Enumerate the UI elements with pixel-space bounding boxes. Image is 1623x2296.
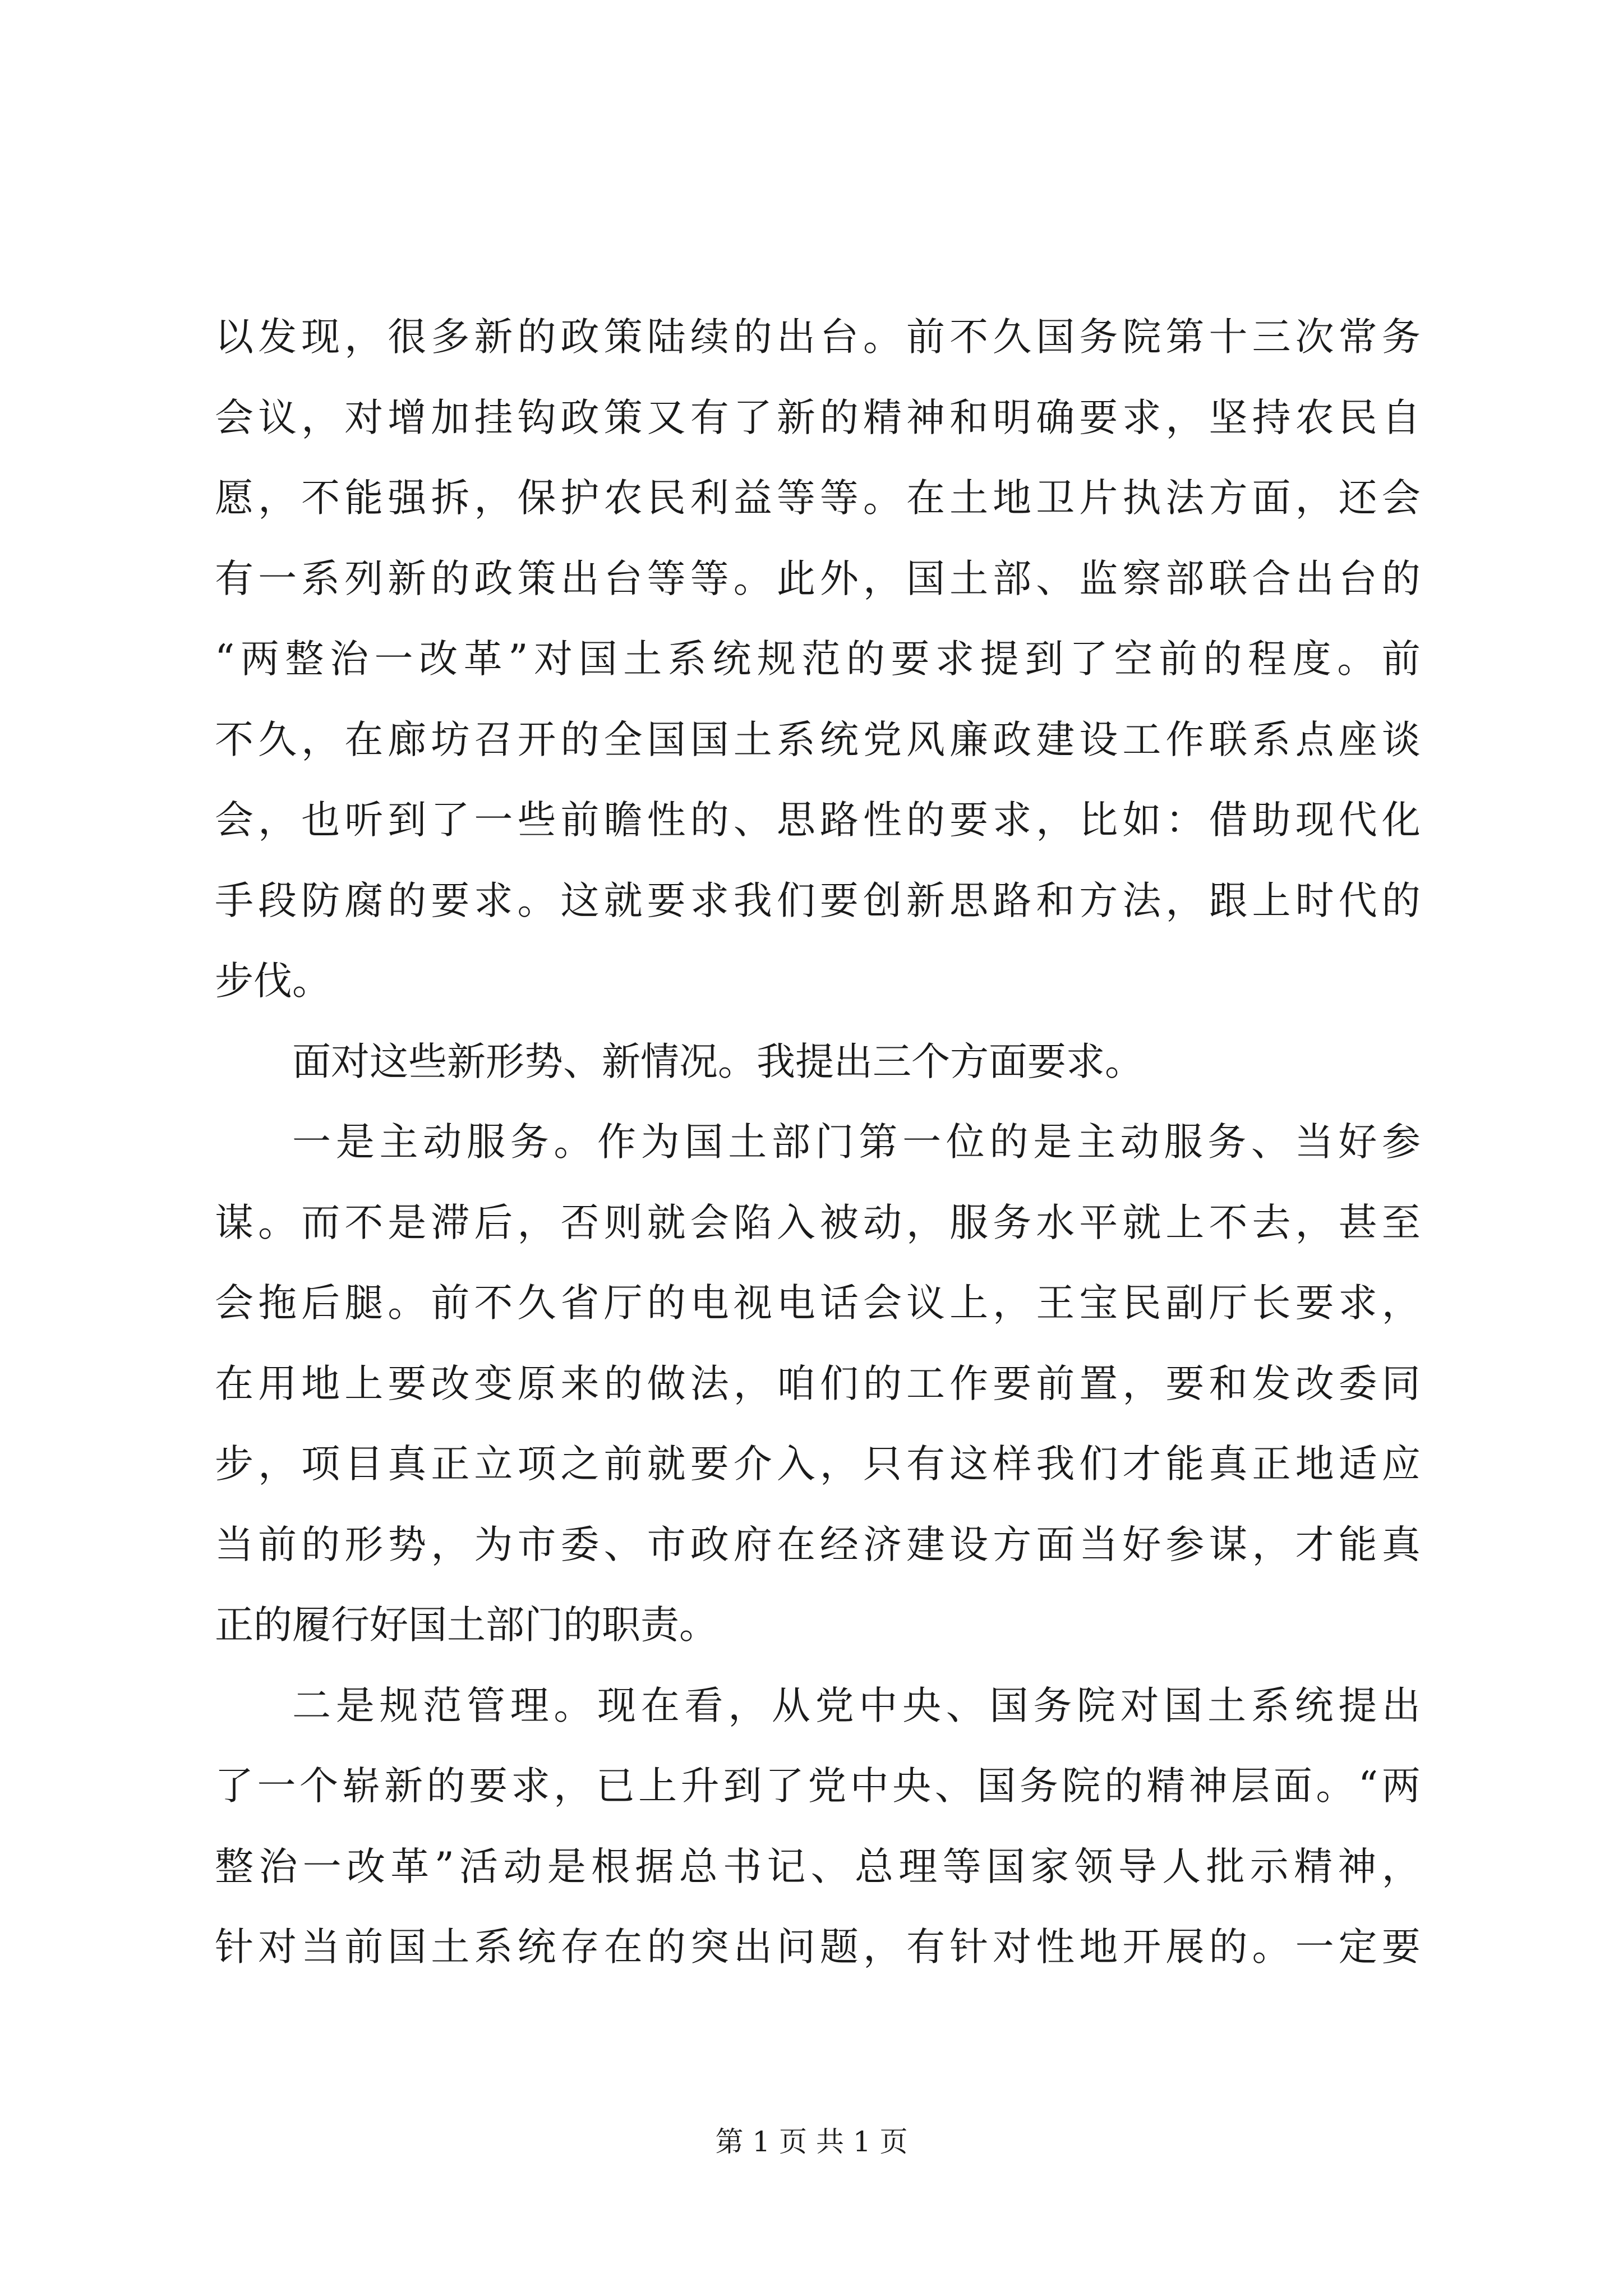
text-line: 有 一 系 列 新 的 政 策 出 台 等 等 。 此 外 ， 国 土 部 、 监 察 部 联 合 出 台 的 (215, 556, 1421, 601)
text-line: 步伐。 (215, 959, 331, 1004)
text-line: 不 久 ， 在 廊 坊 召 开 的 全 国 国 土 系 统 党 风 廉 政 建 设 工 作 联 系 点 座 谈 (215, 717, 1421, 762)
text-line: 会 拖 后 腿 。 前 不 久 省 厅 的 电 视 电 话 会 议 上 ， 王 宝 民 副 厅 长 要 求 ， (215, 1281, 1421, 1326)
page-footer: 第 1 页 共 1 页 (715, 2125, 908, 2158)
text-line: 会 ， 也 听 到 了 一 些 前 瞻 性 的 、 思 路 性 的 要 求 ， 比 如 ： 借 助 现 代 化 (215, 798, 1421, 843)
text-line: 步 ， 项 目 真 正 立 项 之 前 就 要 介 入 ， 只 有 这 样 我 们 才 能 真 正 地 适 应 (215, 1442, 1421, 1487)
text-line: 二 是 规 范 管 理 。 现 在 看 ， 从 党 中 央 、 国 务 院 对 国 土 系 统 提 出 (292, 1683, 1421, 1728)
text-line: 手 段 防 腐 的 要 求 。 这 就 要 求 我 们 要 创 新 思 路 和 方 法 ， 跟 上 时 代 的 (215, 878, 1421, 923)
text-line: 针 对 当 前 国 土 系 统 存 在 的 突 出 问 题 ， 有 针 对 性 地 开 展 的 。 一 定 要 (215, 1925, 1421, 1970)
document-body (215, 297, 1421, 1988)
text-line: 面对这些新形势、新情况。我提出三个方面要求。 (292, 1039, 1144, 1084)
text-line: 一 是 主 动 服 务 。 作 为 国 土 部 门 第 一 位 的 是 主 动 服 务 、 当 好 参 (292, 1120, 1421, 1165)
text-line: “ 两 整 治 一 改 革 ” 对 国 土 系 统 规 范 的 要 求 提 到 了 空 前 的 程 度 。 前 (215, 637, 1421, 682)
text-line: 愿 ， 不 能 强 拆 ， 保 护 农 民 利 益 等 等 。 在 土 地 卫 片 执 法 方 面 ， 还 会 (215, 476, 1421, 521)
text-line: 谋 。 而 不 是 滞 后 ， 否 则 就 会 陷 入 被 动 ， 服 务 水 平 就 上 不 去 ， 甚 至 (215, 1200, 1421, 1245)
text-line: 在 用 地 上 要 改 变 原 来 的 做 法 ， 咱 们 的 工 作 要 前 置 ， 要 和 发 改 委 同 (215, 1361, 1421, 1406)
text-line: 正的履行好国土部门的职责。 (215, 1603, 718, 1648)
text-line: 会 议 ， 对 增 加 挂 钩 政 策 又 有 了 新 的 精 神 和 明 确 要 求 ， 坚 持 农 民 自 (215, 395, 1421, 440)
text-line: 整 治 一 改 革 ” 活 动 是 根 据 总 书 记 、 总 理 等 国 家 领 导 人 批 示 精 神 ， (215, 1844, 1421, 1889)
text-line: 以 发 现 ， 很 多 新 的 政 策 陆 续 的 出 台 。 前 不 久 国 务 院 第 十 三 次 常 务 (215, 315, 1421, 360)
text-line: 当 前 的 形 势 ， 为 市 委 、 市 政 府 在 经 济 建 设 方 面 当 好 参 谋 ， 才 能 真 (215, 1522, 1421, 1567)
text-line: 了 一 个 崭 新 的 要 求 ， 已 上 升 到 了 党 中 央 、 国 务 院 的 精 神 层 面 。 “ 两 (215, 1764, 1421, 1809)
